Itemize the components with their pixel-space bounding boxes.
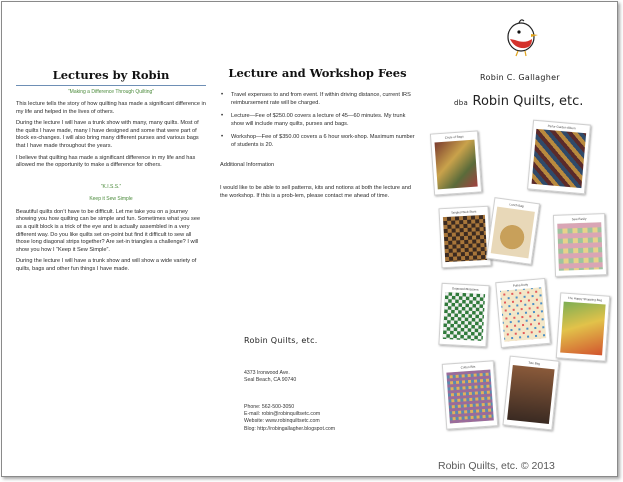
kiss-title: “K.I.S.S.” <box>100 183 122 190</box>
bullet-icon: • <box>221 134 224 141</box>
website-link[interactable]: Website: www.robinquiltsetc.com <box>244 418 320 425</box>
footer-logo: Robin Quilts, etc. <box>244 336 318 345</box>
title-divider <box>16 85 206 86</box>
pattern-card: Polka Dotty <box>495 278 551 348</box>
fee-item: • Workshop—Fee of $350.00 covers a 6 hour work-shop. Maximum number of students is 20. <box>221 134 415 148</box>
fee-item: • Lecture—Fee of $250.00 covers a lecture of 45—60 minutes. My trunk show will include many quilts, purses and bags. <box>221 113 406 127</box>
bullet-icon: • <box>221 92 224 98</box>
address-block <box>244 370 296 384</box>
dba-label: dba <box>454 99 469 107</box>
owner-name: Robin C. Gallagher <box>480 73 560 82</box>
kiss-paragraph: During the lecture I will have a trunk show and will show a wide variety of quilts, bags and other fun things I have made. <box>16 258 197 272</box>
fee-item: • Travel expenses to and from event. If within driving distance, current IRS reimbursement rate will be charged. <box>221 92 411 106</box>
blog-link[interactable]: Blog: http://robingallagher.blogspot.com <box>244 425 336 432</box>
lectures-column <box>16 2 206 274</box>
address-line: 4373 Ironwood Ave. <box>244 370 290 376</box>
additional-heading: Additional Information <box>220 161 275 168</box>
email-link[interactable]: E-mail: robin@robinquiltsetc.com <box>244 411 321 418</box>
lecture-subtitle: “Making a Difference Through Quilting” <box>68 89 154 95</box>
pattern-card: Cotton Bits <box>442 360 498 429</box>
fees-list <box>220 92 415 150</box>
pattern-card: Circle of Bags <box>430 130 482 195</box>
fees-column <box>220 2 415 432</box>
pattern-card: Dogwood Blossoms <box>438 283 489 347</box>
contact-block <box>244 404 335 433</box>
brochure-page <box>1 1 618 477</box>
pattern-card: The Happy Shopping Bag <box>556 292 610 361</box>
copyright-notice: Robin Quilts, etc. © 2013 <box>438 460 555 472</box>
pattern-card: Tangled Web Stars <box>438 206 491 269</box>
lecture-paragraph: During the lecture I will have a trunk show with many, many quilts. Most of the quilts I have made, many I have designed and some that were part of block ex-changes. I will also bring many different purses and various bags that I have made throughout the years. <box>16 120 199 149</box>
additional-text: I would like to be able to sell patterns, kits and notions at both the lecture and the workshop. If this is a prob-lem, please contact me ahead of time. <box>220 185 411 199</box>
pattern-card: Lunch Bag <box>486 197 540 265</box>
pattern-card: Tote Bag <box>502 356 559 431</box>
kiss-paragraph: Beautiful quilts don’t have to be difficult. Let me take you on a journey showing you how quilting can be simple and fun. Sometimes what you see as a quilt block is a trick of the eye and is actually assembled in a very different way. Do you like quilts set on-point but find it difficult to sew all those long diagonal strips together? Are set-in triangles a challenge? I will show you how I “Keep it Sew Simple”. <box>16 208 201 253</box>
kiss-subtitle: Keep it Sew Simple <box>89 195 133 202</box>
lecture-paragraph: This lecture tells the story of how quilting has made a significant difference in my life and helped in the lives of others. <box>16 101 206 115</box>
lecture-paragraph: I believe that quilting has made a significant difference in my life and has allowed me the opportunity to make a difference for others. <box>16 154 196 169</box>
fees-title: Lecture and Workshop Fees <box>228 66 407 80</box>
brand-line <box>454 92 583 110</box>
address-line: Seal Beach, CA 90740 <box>244 377 297 384</box>
pattern-card: Parlor Garden Album <box>527 120 591 195</box>
bullet-icon: • <box>221 113 224 120</box>
pattern-card: Sew Easily <box>553 213 607 277</box>
phone-text: Phone: 562-500-3050 <box>244 404 295 410</box>
robin-bird-icon <box>501 12 541 58</box>
brand-name: Robin Quilts, etc. <box>472 94 584 109</box>
lectures-title: Lectures by Robin <box>52 68 170 82</box>
